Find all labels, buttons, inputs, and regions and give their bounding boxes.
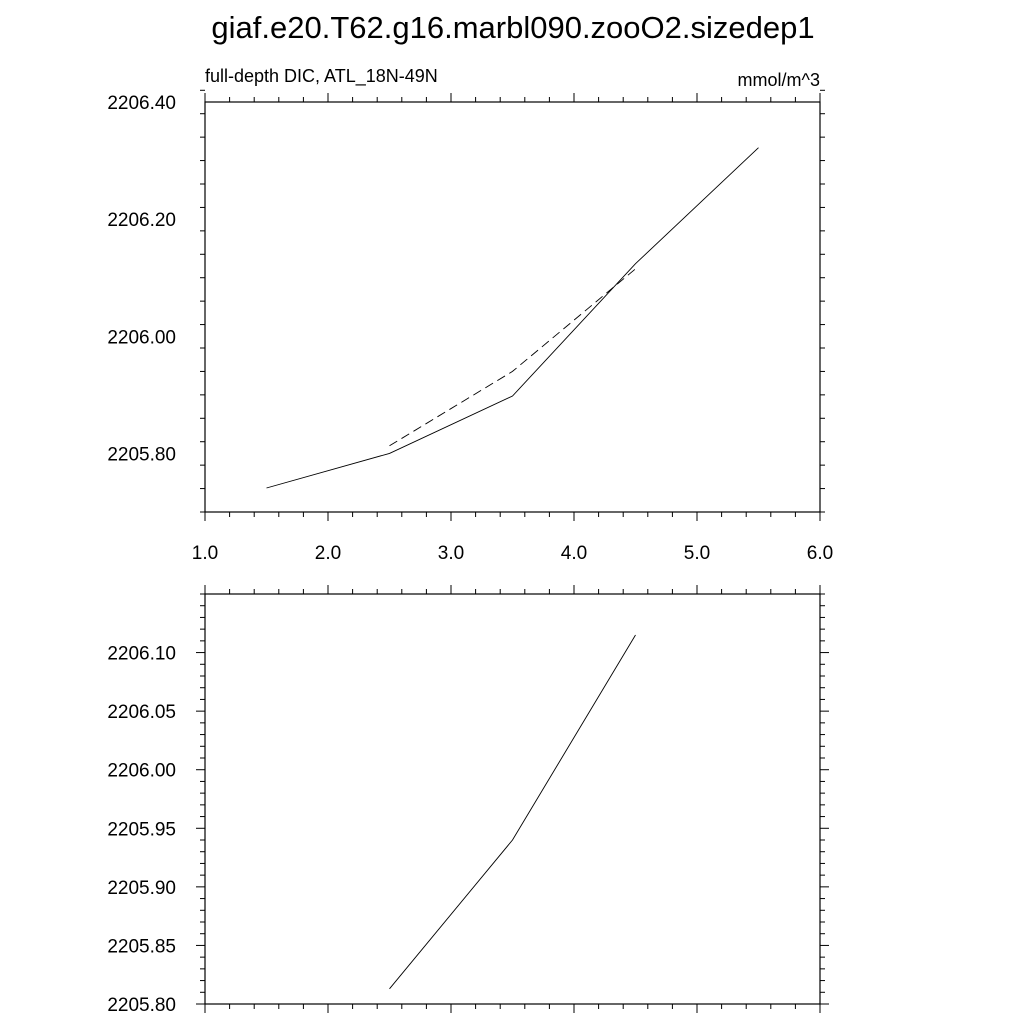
upper-series-line-dashed — [390, 269, 636, 446]
upper-x-tick-label: 1.0 — [191, 543, 219, 564]
upper-panel-left-string: full-depth DIC, ATL_18N-49N — [205, 66, 438, 86]
lower-panel — [107, 585, 829, 1016]
lower-y-tick-label: 2205.90 — [107, 877, 176, 899]
upper-x-tick-label: 3.0 — [437, 543, 465, 564]
lower-y-tick-label: 2206.10 — [107, 643, 176, 665]
chart-title: giaf.e20.T62.g16.marbl090.zooO2.sizedep1 — [211, 10, 815, 45]
upper-series-line-solid — [267, 148, 759, 488]
lower-plot-frame — [205, 594, 820, 1004]
lower-y-tick-label: 2206.00 — [107, 760, 176, 782]
upper-x-tick-label: 6.0 — [806, 543, 834, 564]
lower-y-tick-label: 2205.95 — [107, 819, 176, 841]
upper-y-tick-label: 2205.80 — [107, 444, 176, 466]
lower-y-tick-label: 2205.80 — [107, 995, 176, 1016]
upper-y-tick-label: 2206.00 — [107, 327, 176, 349]
upper-x-tick-label: 4.0 — [560, 543, 588, 564]
upper-plot-frame — [205, 102, 820, 512]
upper-panel — [107, 66, 833, 564]
lower-y-tick-label: 2206.05 — [107, 702, 176, 724]
upper-y-tick-label: 2206.20 — [107, 210, 176, 232]
lower-y-tick-label: 2205.85 — [107, 936, 176, 958]
upper-y-tick-label: 2206.40 — [107, 93, 176, 114]
upper-x-tick-label: 2.0 — [314, 543, 342, 564]
upper-x-tick-label: 5.0 — [683, 543, 711, 564]
lower-series-line-solid — [390, 635, 636, 989]
upper-panel-units: mmol/m^3 — [737, 70, 820, 90]
